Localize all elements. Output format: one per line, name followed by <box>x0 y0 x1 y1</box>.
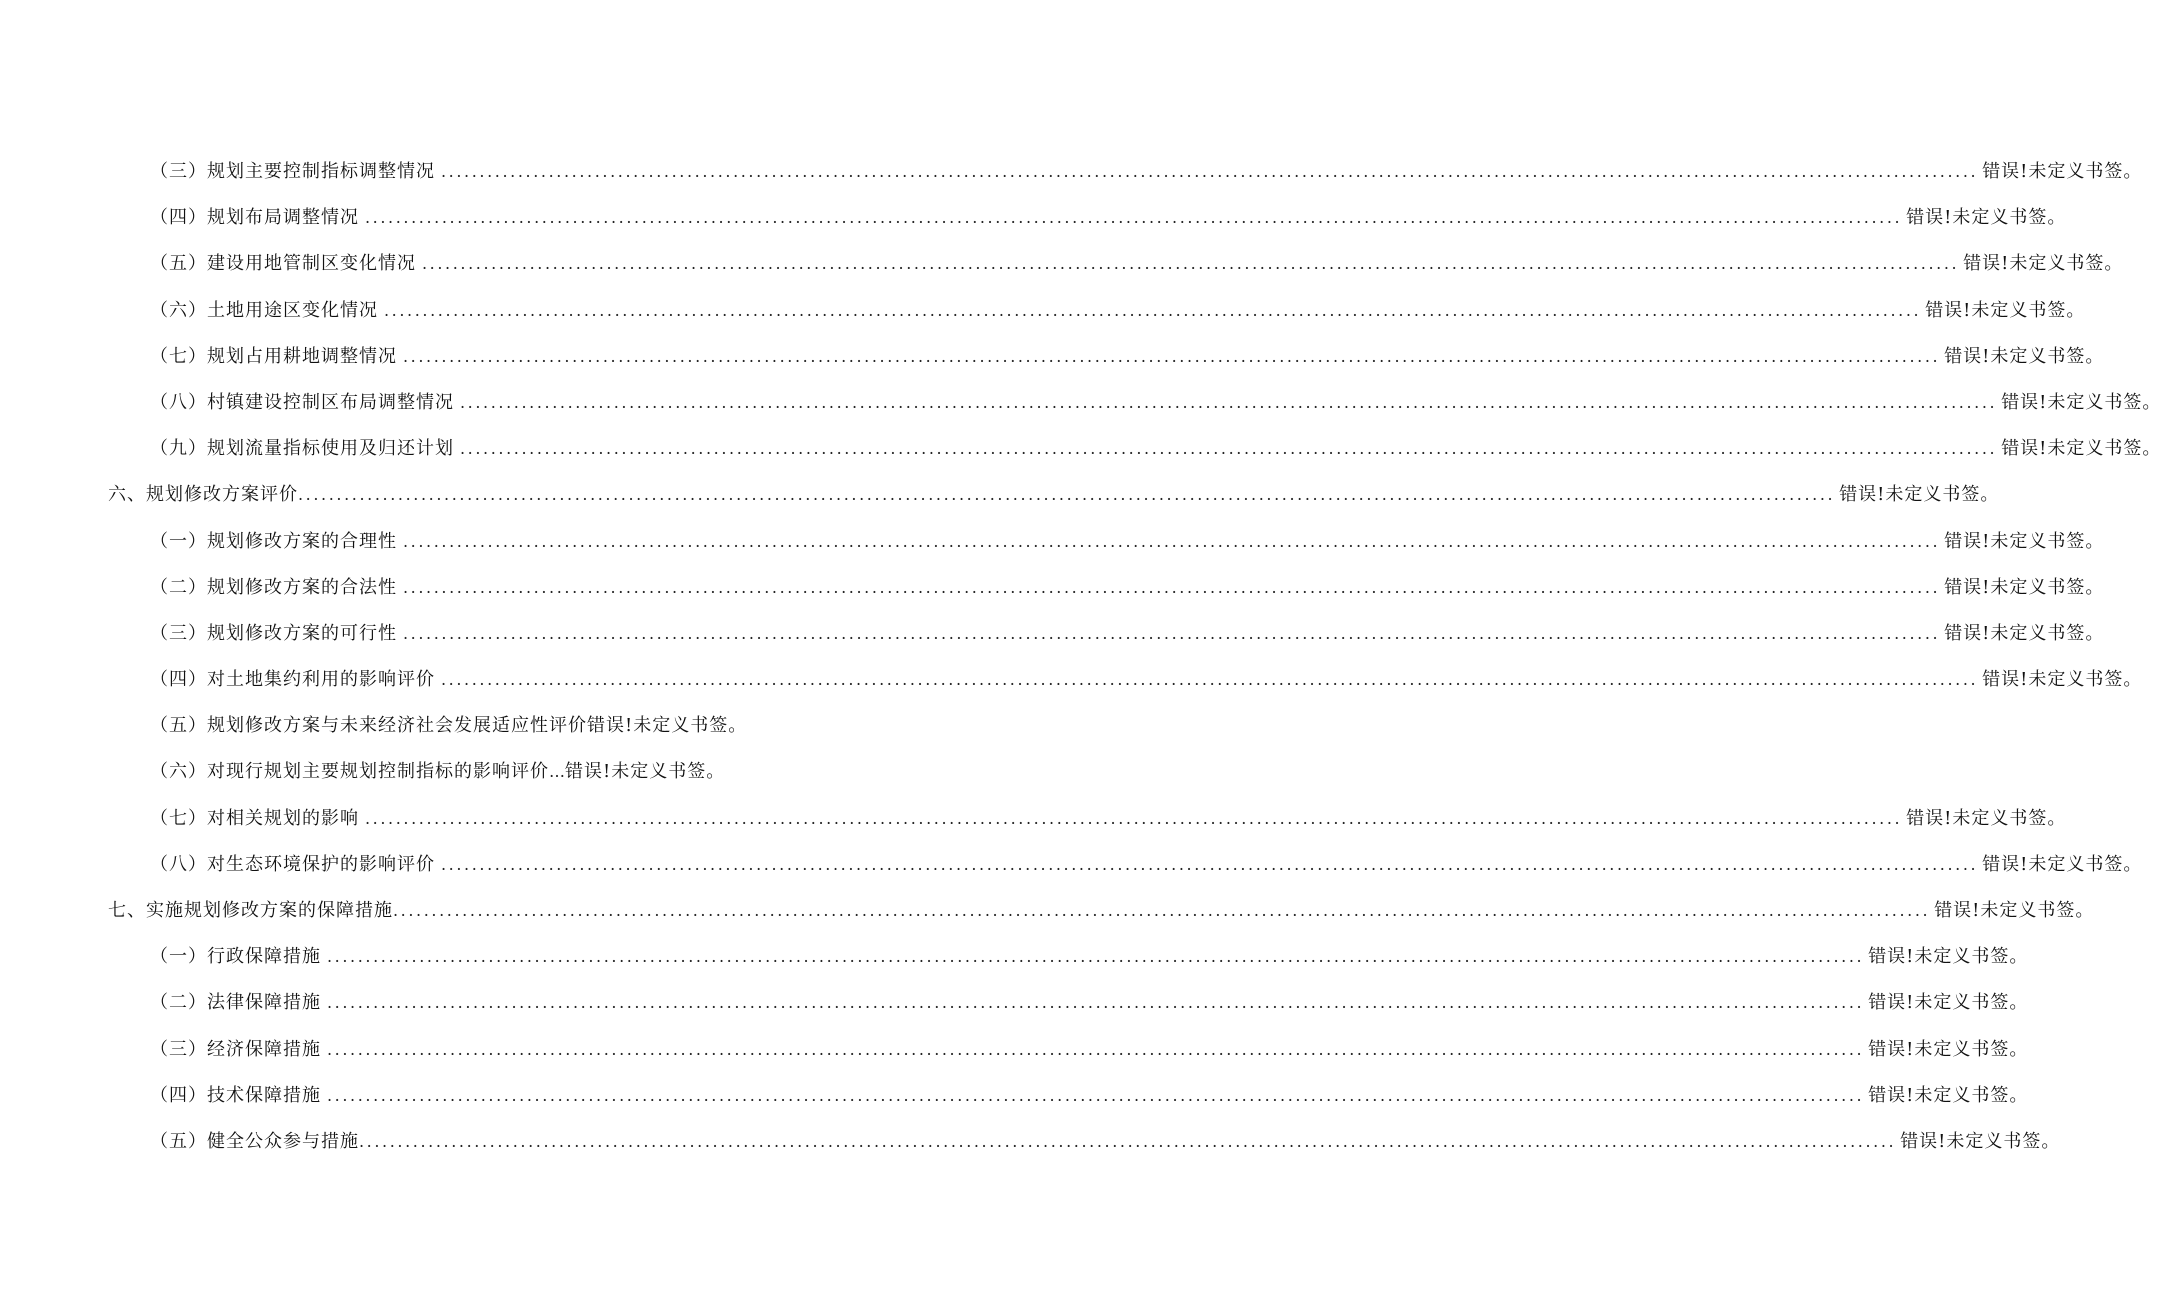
toc-page-ref: 错误!未定义书签。 <box>1982 669 2143 691</box>
toc-entry-title: （八）村镇建设控制区布局调整情况 <box>150 391 454 413</box>
toc-leader-dots: ........................................................................................................................................................................................................ <box>422 254 1960 274</box>
toc-leader-dots: ........................................................................................................................................................................................................ <box>393 901 1931 920</box>
toc-page-ref: 错误!未定义书签。 <box>1963 253 2124 275</box>
toc-page-ref: 错误!未定义书签。 <box>565 761 726 783</box>
toc-entry-title: （五）健全公众参与措施 <box>150 1130 359 1152</box>
toc-leader-dots: ........................................................................................................................................................................................................ <box>327 993 1865 1013</box>
toc-entry[interactable] <box>0 1073 2029 1119</box>
toc-page-ref: 错误!未定义书签。 <box>1982 853 2143 875</box>
toc-entry[interactable] <box>0 703 920 749</box>
toc-page-ref: 错误!未定义书签。 <box>1944 576 2105 598</box>
toc-entry-title: （一）行政保障措施 <box>150 946 321 968</box>
toc-entry[interactable] <box>0 519 2105 565</box>
toc-leader-dots: ........................................................................................................................................................................................................ <box>359 1131 1897 1151</box>
toc-page-ref: 错误!未定义书签。 <box>1982 161 2143 182</box>
toc-entry-title: （三）规划修改方案的可行性 <box>150 622 397 644</box>
toc-entry[interactable] <box>0 288 2086 334</box>
toc-leader-dots: ........................................................................................................................................................................................................ <box>365 208 1903 228</box>
toc-entry[interactable] <box>0 472 2000 518</box>
toc-entry-title: （四）技术保障措施 <box>150 1084 321 1106</box>
toc-leader-dots: ........................................................................................................................................................................................................ <box>403 346 1941 366</box>
toc-entry-title: （二）规划修改方案的合法性 <box>150 576 397 598</box>
toc-entry[interactable] <box>0 842 2143 888</box>
toc-leader-dots: ........................................................................................................................................................................................................ <box>327 947 1865 967</box>
toc-leader-dots: ........................................................................................................................................................................................................ <box>403 531 1941 551</box>
toc-entry-title: （四）对土地集约利用的影响评价 <box>150 669 435 691</box>
toc-entry-title: （七）对相关规划的影响 <box>150 807 359 829</box>
table-of-contents <box>0 149 2162 1165</box>
toc-leader-dots: ........................................................................................................................................................................................................ <box>384 300 1922 320</box>
toc-leader-dots: … <box>549 762 565 782</box>
toc-leader-dots: ........................................................................................................................................................................................................ <box>460 439 1998 459</box>
toc-entry-title: （六）对现行规划主要规划控制指标的影响评价 <box>150 761 549 783</box>
toc-entry-title: 七、实施规划修改方案的保障措施 <box>108 900 393 921</box>
toc-entry[interactable] <box>0 426 2162 472</box>
toc-page-ref: 错误!未定义书签。 <box>1839 484 2000 506</box>
toc-page-ref: 错误!未定义书签。 <box>1944 530 2105 552</box>
toc-page-ref: 错误!未定义书签。 <box>2001 391 2162 413</box>
toc-entry-title: （五）规划修改方案与未来经济社会发展适应性评价 <box>150 715 587 737</box>
toc-entry[interactable] <box>0 1027 2029 1073</box>
toc-leader-dots: ........................................................................................................................................................................................................ <box>298 485 1836 505</box>
toc-leader-dots: ........................................................................................................................................................................................................ <box>441 670 1979 690</box>
toc-page-ref: 错误!未定义书签。 <box>1925 299 2086 321</box>
toc-page-ref: 错误!未定义书签。 <box>1868 1084 2029 1106</box>
toc-entry[interactable] <box>0 195 2067 241</box>
toc-entry-title: （三）经济保障措施 <box>150 1038 321 1060</box>
toc-entry-title: （五）建设用地管制区变化情况 <box>150 253 416 275</box>
toc-page-ref: 错误!未定义书签。 <box>1906 207 2067 229</box>
toc-leader-dots: ........................................................................................................................................................................................................ <box>441 162 1979 181</box>
toc-entry-title: （一）规划修改方案的合理性 <box>150 530 397 552</box>
toc-entry-title: （九）规划流量指标使用及归还计划 <box>150 438 454 460</box>
toc-entry[interactable] <box>0 334 2105 380</box>
toc-entry[interactable] <box>0 657 2143 703</box>
toc-page-ref: 错误!未定义书签。 <box>1944 345 2105 367</box>
toc-leader-dots: ........................................................................................................................................................................................................ <box>441 854 1979 874</box>
toc-page-ref: 错误!未定义书签。 <box>1868 1038 2029 1060</box>
toc-page-ref: 错误!未定义书签。 <box>1868 992 2029 1014</box>
toc-entry-title: （七）规划占用耕地调整情况 <box>150 345 397 367</box>
toc-entry-title: 六、规划修改方案评价 <box>108 484 298 506</box>
toc-entry-title: （八）对生态环境保护的影响评价 <box>150 853 435 875</box>
toc-leader-dots: ........................................................................................................................................................................................................ <box>327 1039 1865 1059</box>
toc-leader-dots: ........................................................................................................................................................................................................ <box>365 808 1903 828</box>
toc-entry-title: （六）土地用途区变化情况 <box>150 299 378 321</box>
toc-page-ref: 错误!未定义书签。 <box>1900 1130 2061 1152</box>
toc-page-ref: 错误!未定义书签。 <box>1868 946 2029 968</box>
toc-entry-title: （三）规划主要控制指标调整情况 <box>150 161 435 182</box>
toc-page-ref: 错误!未定义书签。 <box>587 715 748 737</box>
toc-leader-dots: ........................................................................................................................................................................................................ <box>327 1085 1865 1105</box>
toc-page-ref: 错误!未定义书签。 <box>1934 900 2095 921</box>
toc-leader-dots: ........................................................................................................................................................................................................ <box>403 623 1941 643</box>
toc-leader-dots: ........................................................................................................................................................................................................ <box>460 392 1998 412</box>
toc-leader-dots: ........................................................................................................................................................................................................ <box>403 577 1941 597</box>
toc-entry[interactable] <box>0 149 2143 195</box>
toc-entry[interactable] <box>0 611 2105 657</box>
toc-entry[interactable] <box>0 749 920 795</box>
toc-entry[interactable] <box>0 888 2095 934</box>
toc-entry-title: （二）法律保障措施 <box>150 992 321 1014</box>
toc-entry[interactable] <box>0 796 2067 842</box>
toc-entry[interactable] <box>0 934 2029 980</box>
toc-entry-title: （四）规划布局调整情况 <box>150 207 359 229</box>
toc-page-ref: 错误!未定义书签。 <box>1944 622 2105 644</box>
toc-page-ref: 错误!未定义书签。 <box>1906 807 2067 829</box>
toc-entry[interactable] <box>0 241 2124 287</box>
toc-entry[interactable] <box>0 1119 2061 1165</box>
toc-entry[interactable] <box>0 980 2029 1026</box>
toc-entry[interactable] <box>0 565 2105 611</box>
toc-page-ref: 错误!未定义书签。 <box>2001 438 2162 460</box>
toc-entry[interactable] <box>0 380 2162 426</box>
